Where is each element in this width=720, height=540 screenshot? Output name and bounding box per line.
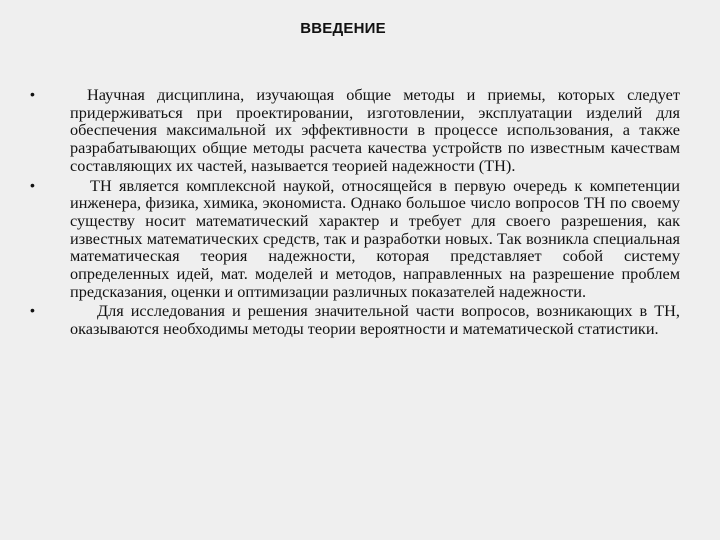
bullet-item-1	[30, 86, 680, 175]
bullet-marker: •	[30, 176, 35, 193]
bullet-marker: •	[30, 302, 35, 319]
bullet-item-3	[30, 302, 680, 337]
bullet-item-2	[30, 177, 680, 301]
bullet-list	[30, 86, 680, 338]
bullet-text: ТН является комплексной наукой, относящейся в первую очередь к компетенции инженера, физика, химика, экономиста. Однако большое число вопросов ТН по своему существу носит математический характер и требует для своего разрешения, как известных математических средств, так и разработки новых. Так возникла специальная математическая теория надежности, которая представляет собой систему определенных идей, мат. моделей и методов, направленных на разрешение проблем предсказания, оценки и оптимизации различных показателей надежности.	[70, 175, 680, 301]
slide-title: ВВЕДЕНИЕ	[300, 20, 386, 37]
bullet-marker: •	[30, 86, 35, 102]
bullet-text: Научная дисциплина, изучающая общие методы и приемы, которых следует придерживаться при проектировании, изготовлении, эксплуатации изделий для обеспечения максимальной их эффективности в процессе использования, а также разрабатывающих общие методы расчета качества устройств по известным качествам составляющих их частей, называется теорией надежности (ТН).	[70, 85, 680, 175]
bullet-text: Для исследования и решения значительной части вопросов, возникающих в ТН, оказываются необходимы методы теории вероятности и математической статистики.	[70, 301, 680, 339]
